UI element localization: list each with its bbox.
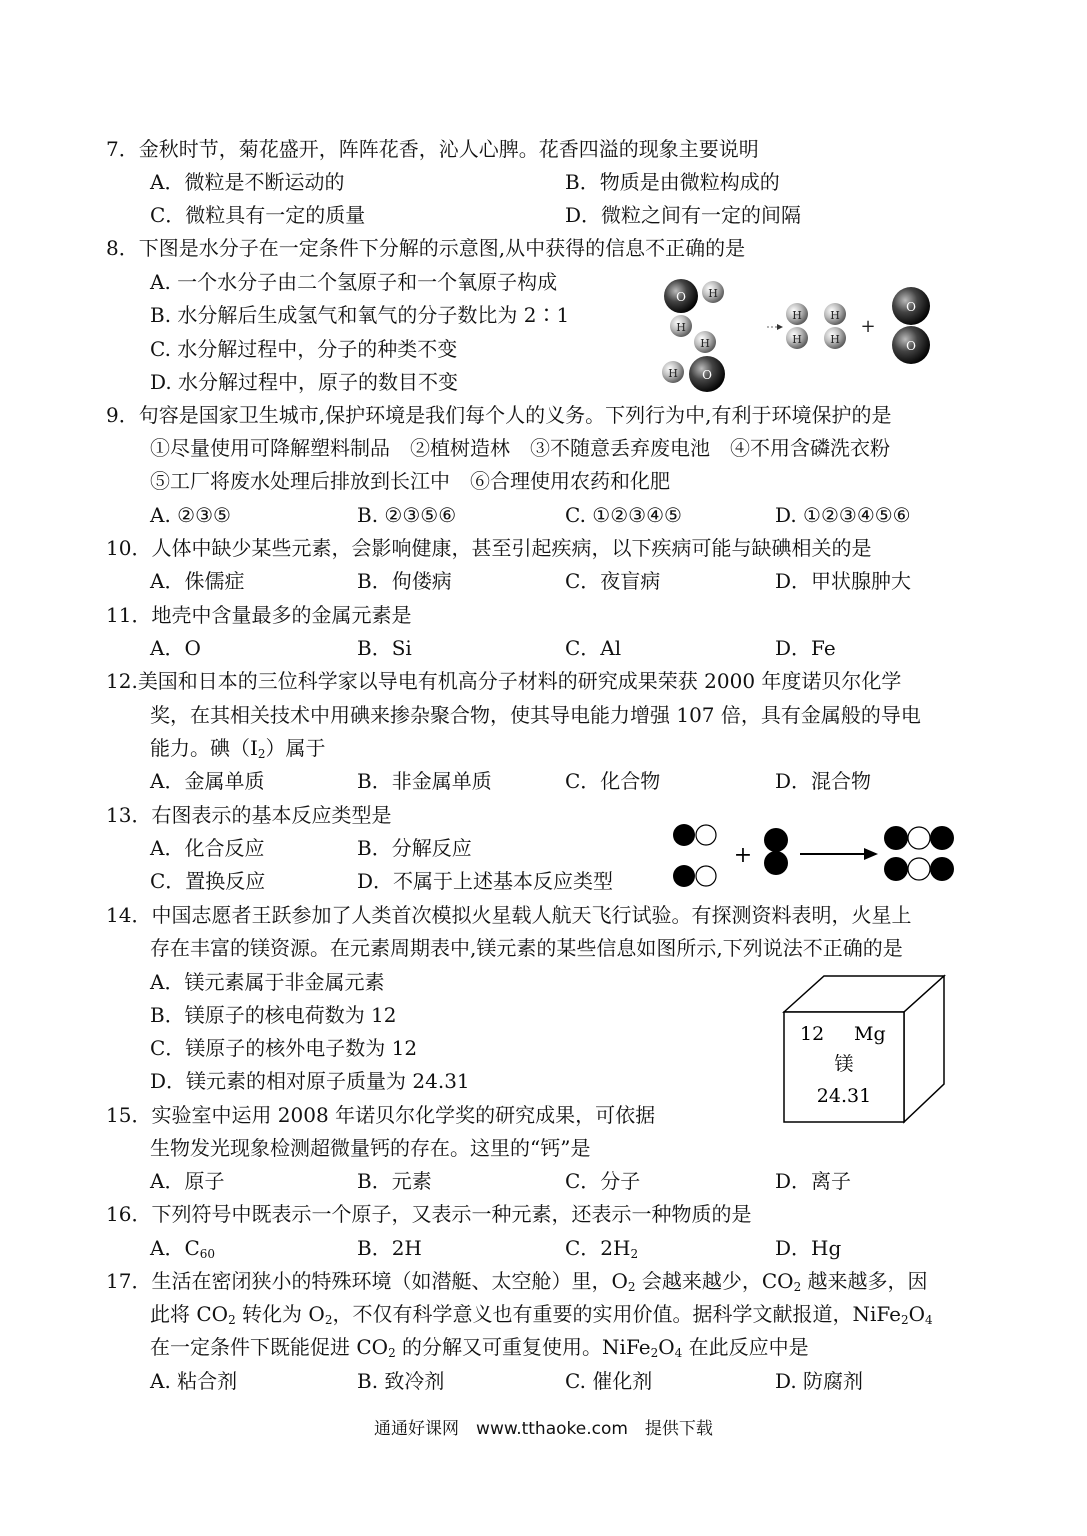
q17-option-c: C. 催化剂 bbox=[565, 1369, 653, 1393]
q14-option-c: C．镁原子的核外电子数为 12 bbox=[150, 1036, 418, 1060]
q12-text-line3: 能力。碘（I bbox=[150, 736, 258, 760]
reactant-molecule bbox=[673, 865, 716, 887]
q10-option-d: D．甲状腺肿大 bbox=[775, 569, 912, 593]
q8-stem bbox=[106, 232, 745, 265]
subscript: 2 bbox=[627, 1280, 636, 1294]
hydrogen-label: H bbox=[792, 309, 802, 322]
hydrogen-label: H bbox=[708, 287, 718, 300]
reactant-molecule bbox=[764, 828, 788, 875]
water-decomposition-diagram bbox=[655, 272, 945, 400]
subscript: 2 bbox=[257, 747, 266, 761]
q16-option-b: B．2H bbox=[357, 1236, 422, 1260]
subscript: 2 bbox=[388, 1346, 396, 1360]
water-molecule bbox=[664, 279, 724, 337]
q15-option-a: A．原子 bbox=[150, 1169, 225, 1193]
q16-text: 下列符号中既表示一个原子，又表示一种元素，还表示一种物质的是 bbox=[151, 1202, 752, 1226]
q14-option-d: D．镁元素的相对原子质量为 24.31 bbox=[150, 1069, 470, 1093]
q12-option-c: C．化合物 bbox=[565, 769, 661, 793]
plus-sign: + bbox=[733, 843, 753, 868]
q12-text-line3-end: ）属于 bbox=[265, 736, 326, 760]
water-molecule bbox=[662, 331, 725, 392]
q14-stem-line2: 存在丰富的镁资源。在元素周期表中,镁元素的某些信息如图所示,下列说法不正确的是 bbox=[150, 936, 903, 960]
q17-text: ，不仅有科学意义也有重要的实用价值。据科学文献报道，NiFe bbox=[332, 1302, 901, 1326]
hydrogen-label: H bbox=[792, 333, 802, 346]
arrow-icon bbox=[777, 324, 783, 330]
q8-number: 8． bbox=[106, 236, 139, 260]
q14-option-b: B．镁原子的核电荷数为 12 bbox=[150, 1003, 397, 1027]
q17-option-b: B. 致冷剂 bbox=[357, 1369, 445, 1393]
q8-option-d: D. 水分解过程中，原子的数目不变 bbox=[150, 370, 459, 394]
q13-stem bbox=[106, 799, 391, 832]
q13-option-b: B．分解反应 bbox=[357, 836, 472, 860]
q15-text-line1: 实验室中运用 2008 年诺贝尔化学奖的研究成果，可依据 bbox=[151, 1103, 656, 1127]
q8-option-c: C. 水分解过程中，分子的种类不变 bbox=[150, 337, 458, 361]
subscript: 60 bbox=[199, 1247, 216, 1261]
reactant-molecule bbox=[673, 824, 716, 846]
q17-text: 在一定条件下既能促进 CO bbox=[150, 1335, 389, 1359]
q17-text: 此将 CO bbox=[150, 1302, 229, 1326]
q12-option-d: D．混合物 bbox=[775, 769, 872, 793]
q8-text: 下图是水分子在一定条件下分解的示意图,从中获得的信息不正确的是 bbox=[138, 236, 746, 260]
hydrogen-label: H bbox=[676, 321, 686, 334]
q7-text: 金秋时节，菊花盛开，阵阵花香，沁人心脾。花香四溢的现象主要说明 bbox=[138, 137, 759, 161]
q10-option-a: A．侏儒症 bbox=[150, 569, 245, 593]
oxygen-label: O bbox=[906, 300, 916, 314]
q14-option-a: A．镁元素属于非金属元素 bbox=[150, 970, 385, 994]
q17-text: 越来越多，因 bbox=[801, 1269, 928, 1293]
arrow-icon bbox=[864, 848, 878, 860]
q15-stem-line2: 生物发光现象检测超微量钙的存在。这里的“钙”是 bbox=[150, 1136, 591, 1160]
magnesium-element-cell bbox=[780, 972, 950, 1126]
oxygen-label: O bbox=[676, 290, 686, 304]
hydrogen-label: H bbox=[700, 337, 710, 350]
q11-option-a: A．O bbox=[150, 636, 201, 660]
page-footer: 通通好课网 www.tthaoke.com 提供下载 bbox=[374, 1419, 713, 1439]
q9-option-d: D. ①②③④⑤⑥ bbox=[775, 503, 911, 527]
plus-sign: + bbox=[860, 316, 876, 337]
subscript: 2 bbox=[650, 1346, 659, 1360]
q17-option-a: A. 粘合剂 bbox=[150, 1369, 238, 1393]
q7-option-b: B．物质是由微粒构成的 bbox=[565, 170, 780, 194]
q17-text: 生活在密闭狭小的特殊环境（如潜艇、太空舱）里，O bbox=[151, 1269, 628, 1293]
q16-option-d: D．Hg bbox=[775, 1236, 842, 1260]
q17-text: 的分解又可重复使用。NiFe bbox=[395, 1335, 651, 1359]
q13-option-c: C．置换反应 bbox=[150, 869, 266, 893]
q12-number: 12. bbox=[106, 669, 138, 693]
oxygen-molecule bbox=[892, 287, 930, 364]
q11-option-d: D．Fe bbox=[775, 636, 836, 660]
q9-items-line2: ⑤工厂将废水处理后排放到长江中 ⑥合理使用农药和化肥 bbox=[150, 469, 670, 493]
q17-text: 转化为 O bbox=[235, 1302, 325, 1326]
q17-option-d: D. 防腐剂 bbox=[775, 1369, 864, 1393]
subscript: 2 bbox=[630, 1247, 639, 1261]
element-symbol: Mg bbox=[854, 1023, 886, 1045]
q16-stem bbox=[106, 1198, 751, 1231]
hydrogen-label: H bbox=[830, 333, 840, 346]
hydrogen-label: H bbox=[668, 367, 678, 380]
q17-text: 在此反应中是 bbox=[682, 1335, 809, 1359]
q17-text: O bbox=[658, 1335, 675, 1359]
q12-option-b: B．非金属单质 bbox=[357, 769, 492, 793]
q10-stem bbox=[106, 532, 871, 565]
q11-text: 地壳中含量最多的金属元素是 bbox=[151, 603, 412, 627]
q13-number: 13． bbox=[106, 803, 152, 827]
subscript: 4 bbox=[674, 1346, 683, 1360]
oxygen-label: O bbox=[906, 339, 916, 353]
element-name: 镁 bbox=[834, 1053, 854, 1075]
reaction-diagram bbox=[668, 818, 960, 894]
q7-number: 7． bbox=[106, 137, 139, 161]
subscript: 2 bbox=[900, 1313, 909, 1327]
q13-text: 右图表示的基本反应类型是 bbox=[151, 803, 392, 827]
q13-option-d: D．不属于上述基本反应类型 bbox=[357, 869, 614, 893]
product-molecule bbox=[884, 857, 954, 881]
q11-stem bbox=[106, 599, 411, 632]
q15-option-c: C．分子 bbox=[565, 1169, 641, 1193]
subscript: 2 bbox=[324, 1313, 333, 1327]
q17-number: 17． bbox=[106, 1269, 152, 1293]
q15-stem-line1 bbox=[106, 1099, 655, 1132]
q13-option-a: A．化合反应 bbox=[150, 836, 265, 860]
q16-option-c-text: C．2H bbox=[565, 1236, 631, 1260]
q12-stem-line2: 奖，在其相关技术中用碘来掺杂聚合物，使其导电能力增强 107 倍，具有金属般的导电 bbox=[150, 703, 921, 727]
hydrogen-molecule bbox=[786, 303, 808, 349]
q7-option-c: C．微粒具有一定的质量 bbox=[150, 203, 366, 227]
q14-stem-line1 bbox=[106, 899, 911, 932]
q11-option-c: C．Al bbox=[565, 636, 622, 660]
oxygen-label: O bbox=[702, 368, 712, 382]
q8-option-a: A. 一个水分子由二个氢原子和一个氧原子构成 bbox=[150, 270, 558, 294]
q11-option-b: B．Si bbox=[357, 636, 412, 660]
q9-option-b: B. ②③⑤⑥ bbox=[357, 503, 457, 527]
q9-option-c: C. ①②③④⑤ bbox=[565, 503, 682, 527]
q7-option-d: D．微粒之间有一定的间隔 bbox=[565, 203, 802, 227]
atomic-mass: 24.31 bbox=[816, 1085, 872, 1107]
q17-text: 会越来越少，CO bbox=[635, 1269, 794, 1293]
subscript: 2 bbox=[228, 1313, 236, 1327]
q7-option-a: A．微粒是不断运动的 bbox=[150, 170, 345, 194]
q10-text: 人体中缺少某些元素，会影响健康，甚至引起疾病，以下疾病可能与缺碘相关的是 bbox=[151, 536, 872, 560]
atomic-number: 12 bbox=[800, 1023, 825, 1045]
hydrogen-molecule bbox=[824, 303, 846, 349]
q14-text-line1: 中国志愿者王跃参加了人类首次模拟火星载人航天飞行试验。有探测资料表明，火星上 bbox=[151, 903, 912, 927]
q9-items-line1: ①尽量使用可降解塑料制品 ②植树造林 ③不随意丢弃废电池 ④不用含磷洗衣粉 bbox=[150, 436, 890, 460]
q9-number: 9． bbox=[106, 403, 139, 427]
q10-option-b: B．佝偻病 bbox=[357, 569, 452, 593]
product-molecule bbox=[884, 826, 954, 850]
q12-option-a: A．金属单质 bbox=[150, 769, 265, 793]
q16-option-a-text: A．C bbox=[150, 1236, 200, 1260]
q12-stem-line1 bbox=[106, 665, 901, 698]
q12-text-line1: 美国和日本的三位科学家以导电有机高分子材料的研究成果荣获 2000 年度诺贝尔化学 bbox=[137, 669, 902, 693]
q15-option-d: D．离子 bbox=[775, 1169, 852, 1193]
q16-number: 16． bbox=[106, 1202, 152, 1226]
q10-option-c: C．夜盲病 bbox=[565, 569, 661, 593]
q11-number: 11． bbox=[106, 603, 152, 627]
subscript: 2 bbox=[793, 1280, 802, 1294]
q9-text: 句容是国家卫生城市,保护环境是我们每个人的义务。下列行为中,有利于环境保护的是 bbox=[138, 403, 892, 427]
hydrogen-label: H bbox=[830, 309, 840, 322]
q9-option-a: A. ②③⑤ bbox=[150, 503, 231, 527]
q15-option-b: B．元素 bbox=[357, 1169, 432, 1193]
q9-stem bbox=[106, 399, 891, 432]
q8-option-b: B. 水分解后生成氢气和氧气的分子数比为 2∶1 bbox=[150, 303, 570, 327]
q14-number: 14． bbox=[106, 903, 152, 927]
q10-number: 10． bbox=[106, 536, 152, 560]
subscript: 4 bbox=[925, 1313, 933, 1327]
q17-stem-line3 bbox=[150, 1331, 809, 1370]
q17-text: O bbox=[908, 1302, 926, 1326]
q15-number: 15． bbox=[106, 1103, 152, 1127]
q7-stem bbox=[106, 133, 759, 166]
